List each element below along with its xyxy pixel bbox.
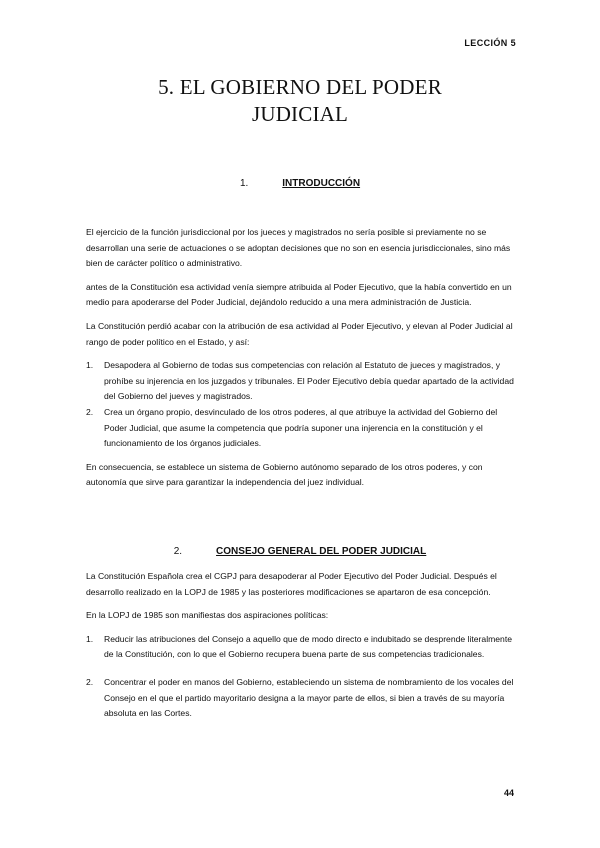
list-item: [86, 632, 516, 663]
list-item-number: 1.: [86, 360, 94, 371]
paragraph: En consecuencia, se establece un sistema de Gobierno autónomo separado de los otros poderes, y con autonomía que sirve para garantizar la independencia del juez individual.: [86, 461, 483, 488]
section-2-list: [86, 632, 516, 722]
list-item-text: Reducir las atribuciones del Consejo a aquello que de modo directo e indubitado se desprende literalmente de la Constitución, con lo que el Gobierno recupera buena parte de sus competencias tradicionales.: [104, 633, 512, 660]
title-line-1: 5. EL GOBIERNO DEL PODER: [158, 75, 442, 99]
list-item-text: Concentrar el poder en manos del Gobierno, estableciendo un sistema de nombramiento de los vocales del Consejo en el que el partido mayoritario designa a la mayor parte de ellos, si bien a través de su mayoría absoluta en las Cortes.: [104, 676, 514, 719]
page-number: 44: [503, 788, 514, 798]
paragraph: El ejercicio de la función jurisdiccional por los jueces y magistrados no sería posible si previamente no se desarrollan una serie de actuaciones o se adoptan decisiones que no son en esencia jurisdiccionales, sino más bien de carácter político o administrativo.: [86, 227, 511, 269]
section-1-body: [86, 225, 516, 499]
title-line-2: JUDICIAL: [251, 102, 349, 126]
section-2-number: 2.: [173, 546, 183, 557]
list-item: [86, 405, 516, 452]
lesson-header: LECCIÓN 5: [464, 38, 516, 48]
paragraph: antes de la Constitución esa actividad venía siempre atribuida al Poder Ejecutivo, que la había convertido en un medio para apoderarse del Poder Judicial, dejándolo reducido a una mera administración de Justicia.: [86, 281, 512, 308]
list-item: [86, 358, 516, 405]
list-item-text: Crea un órgano propio, desvinculado de los otros poderes, al que atribuye la actividad del Gobierno del Poder Judicial, que asume la competencia que podría suponer una injerencia en la constitución y el funcionamiento de los órganos judiciales.: [104, 406, 498, 449]
section-1-heading: [0, 178, 600, 189]
list-item-number: 2.: [86, 406, 94, 417]
list-item: [86, 675, 516, 722]
paragraph: En la LOPJ de 1985 son manifiestas dos aspiraciones políticas:: [86, 610, 329, 621]
list-item-number: 2.: [86, 676, 94, 687]
paragraph: La Constitución perdió acabar con la atribución de esa actividad al Poder Ejecutivo, y elevan al Poder Judicial al rango de poder político en el Estado, y así:: [86, 320, 513, 347]
list-item-number: 1.: [86, 633, 94, 644]
section-1-list: [86, 358, 516, 452]
section-2-body: [86, 569, 516, 734]
page-title: [0, 74, 600, 128]
section-1-number: 1.: [239, 178, 249, 189]
section-2-heading: [0, 546, 600, 557]
paragraph: La Constitución Española crea el CGPJ para desapoderar al Poder Ejecutivo del Poder Judicial. Después el desarrollo realizado en la LOPJ de 1985 y las posteriores modificaciones se apartaron de esa concepción.: [86, 571, 497, 597]
section-2-title: CONSEJO GENERAL DEL PODER JUDICIAL: [216, 546, 427, 557]
list-item-text: Desapodera al Gobierno de todas sus competencias con relación al Estatuto de jueces y magistrados, y prohíbe su injerencia en los juzgados y tribunales. El Poder Ejecutivo debía quedar apartado de la actividad del Gobierno del jueves y magistrados.: [104, 360, 514, 402]
section-1-title: INTRODUCCIÓN: [282, 178, 361, 189]
